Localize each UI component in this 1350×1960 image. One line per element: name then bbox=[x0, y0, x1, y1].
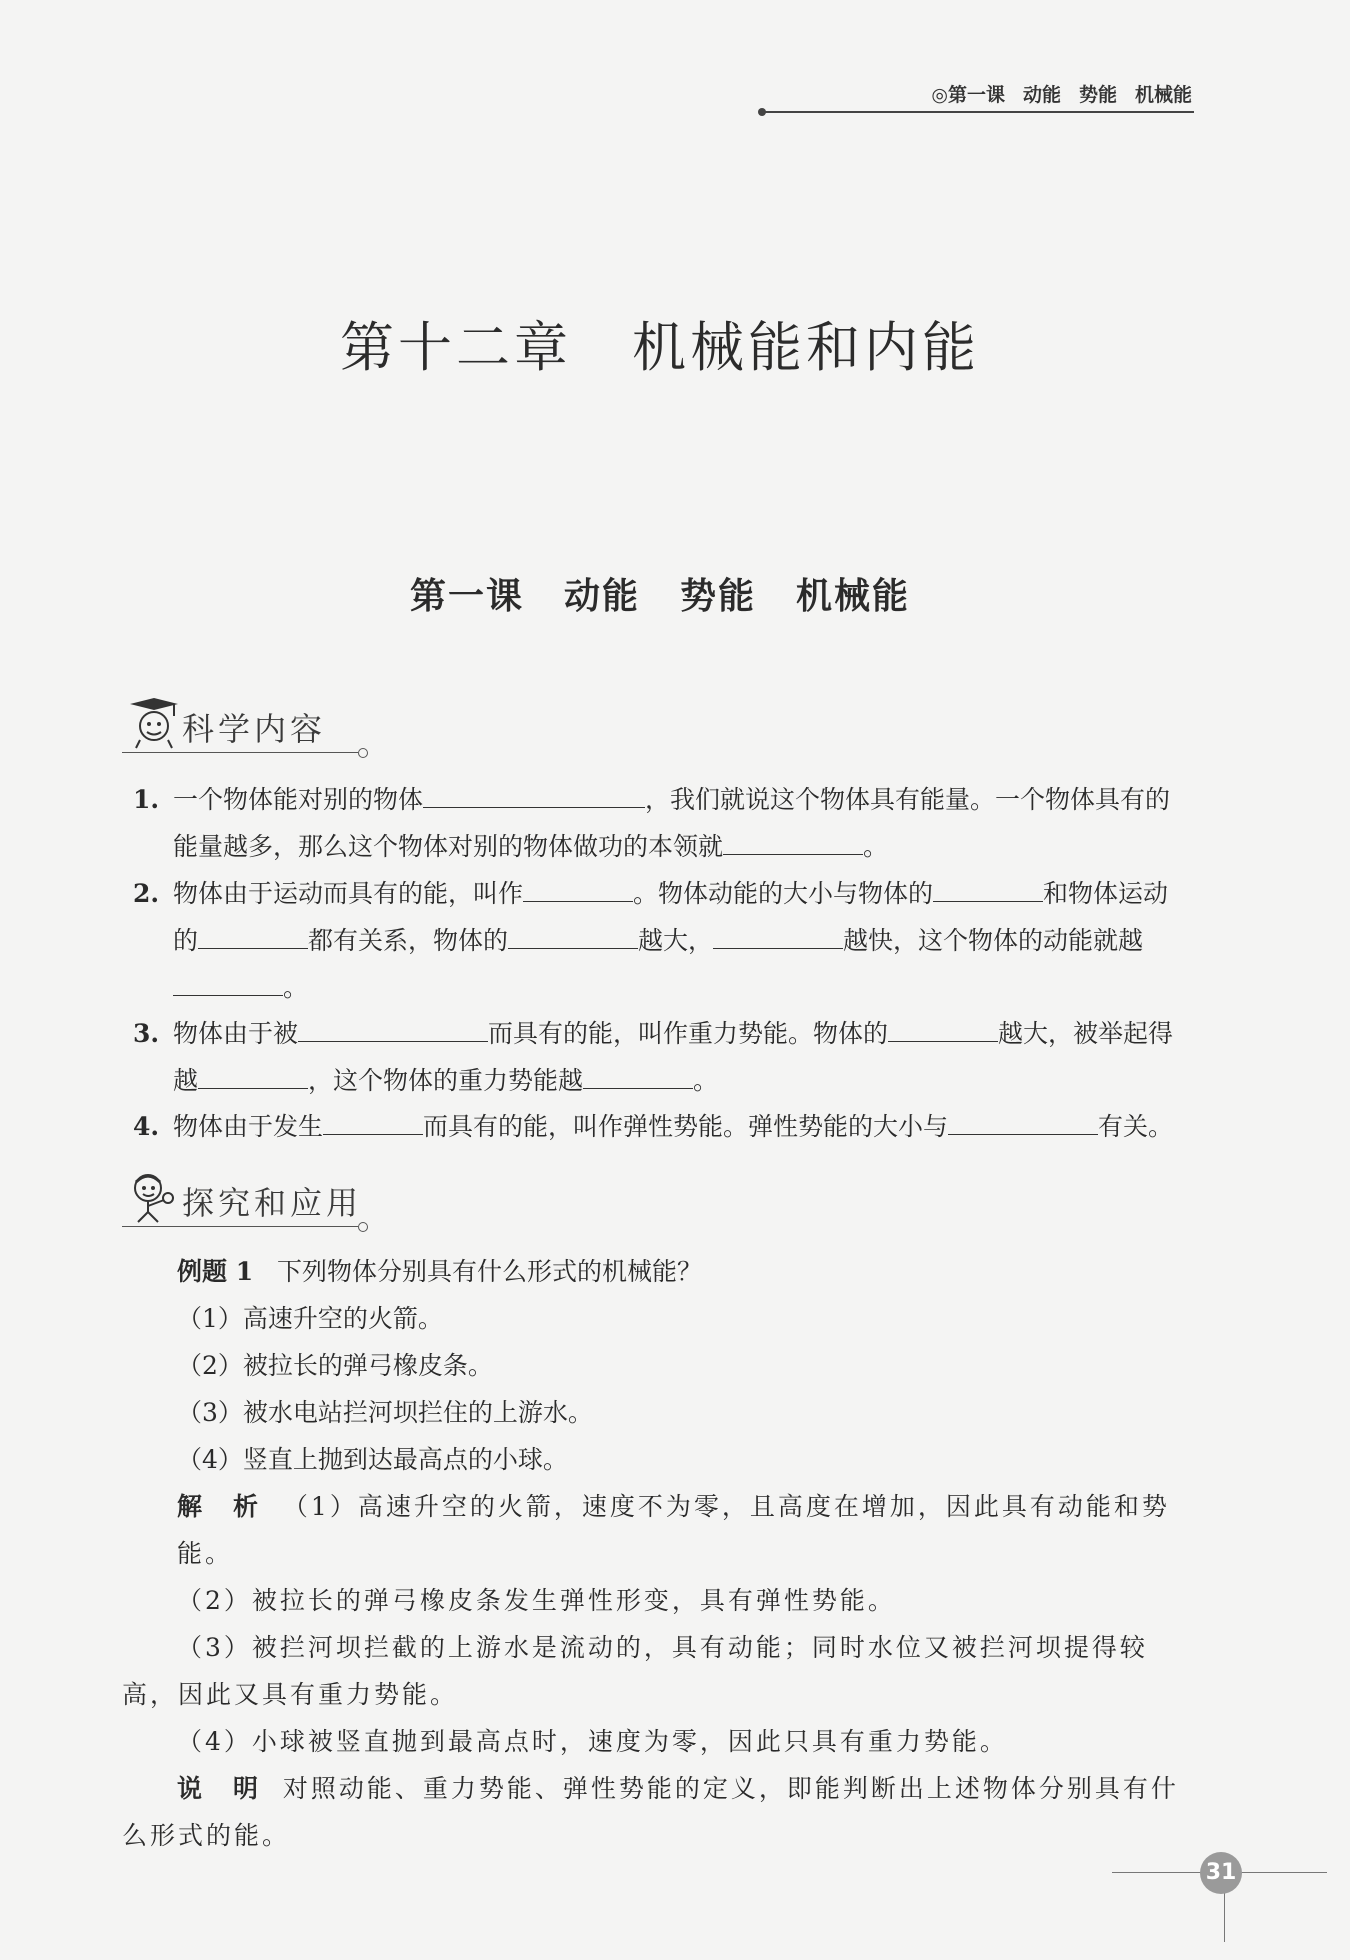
section-header-science bbox=[118, 696, 368, 756]
question-text: 越大， bbox=[638, 926, 714, 955]
answer-blank[interactable] bbox=[888, 1011, 998, 1042]
example-question: 下列物体分别具有什么形式的机械能？ bbox=[276, 1257, 702, 1286]
question-text: ，我们就说这个物体具有能量。一个物体具有的能量越多，那么这个物体对别的物体做功的本领就 bbox=[173, 785, 1171, 861]
lesson-topic-1: 动能 bbox=[563, 576, 640, 617]
question-1 bbox=[133, 776, 1193, 870]
lesson-topic-2: 势能 bbox=[680, 576, 757, 617]
note-paragraph bbox=[122, 1765, 1194, 1859]
answer-blank[interactable] bbox=[198, 918, 308, 949]
header-lesson: 第一课 bbox=[947, 84, 1005, 106]
example-item: （4）竖直上抛到达最高点的小球。 bbox=[177, 1445, 568, 1474]
example-item: （2）被拉长的弹弓橡皮条。 bbox=[177, 1351, 493, 1380]
answer-blank[interactable] bbox=[723, 824, 863, 855]
example-label: 例题 1 bbox=[177, 1257, 254, 1286]
question-text: ，这个物体的重力势能越 bbox=[308, 1066, 584, 1095]
answer-blank[interactable] bbox=[323, 1104, 423, 1135]
chapter-number: 第十二章 bbox=[340, 316, 572, 379]
answer-blank[interactable] bbox=[583, 1058, 693, 1089]
section-rule bbox=[122, 1226, 358, 1227]
section-rule-end bbox=[358, 1222, 368, 1232]
question-4 bbox=[133, 1103, 1193, 1150]
question-text: 物体由于被 bbox=[173, 1019, 299, 1048]
analysis-text: （3）被拦河坝拦截的上游水是流动的，具有动能；同时水位又被拦河坝提得较高，因此又具有重力势能。 bbox=[122, 1633, 1148, 1709]
question-2 bbox=[133, 870, 1193, 1011]
answer-blank[interactable] bbox=[173, 965, 283, 996]
question-text: 。 bbox=[693, 1066, 719, 1095]
section-rule bbox=[122, 752, 358, 753]
section-rule-end bbox=[358, 748, 368, 758]
example-question-line bbox=[122, 1248, 1194, 1295]
section-title-science: 科学内容 bbox=[182, 710, 327, 748]
page-number: 31 bbox=[1200, 1852, 1242, 1894]
running-header bbox=[931, 80, 1192, 107]
answer-blank[interactable] bbox=[713, 918, 843, 949]
header-topic-3: 机械能 bbox=[1134, 84, 1192, 106]
question-text: 而具有的能，叫作重力势能。物体的 bbox=[488, 1019, 889, 1048]
question-3 bbox=[133, 1010, 1193, 1104]
section-title-explore: 探究和应用 bbox=[182, 1184, 363, 1222]
header-topic-2: 势能 bbox=[1078, 84, 1117, 106]
lesson-title bbox=[0, 568, 1320, 619]
lesson-topic-3: 机械能 bbox=[796, 576, 911, 617]
analysis-label: 解 析 bbox=[177, 1492, 262, 1521]
question-text: 物体由于运动而具有的能，叫作 bbox=[173, 879, 524, 908]
question-text: 物体由于发生 bbox=[173, 1112, 324, 1141]
question-text: 越快，这个物体的动能就越 bbox=[843, 926, 1144, 955]
analysis-text: （1）高速升空的火箭，速度不为零，且高度在增加，因此具有动能和势能。 bbox=[177, 1492, 1170, 1568]
question-number: 3. bbox=[133, 1019, 160, 1048]
example-item: （1）高速升空的火箭。 bbox=[177, 1304, 443, 1333]
answer-blank[interactable] bbox=[933, 871, 1043, 902]
question-text: 有关。 bbox=[1098, 1112, 1174, 1141]
question-text: 和物体运动的 bbox=[173, 879, 1169, 955]
analysis-text: （4）小球被竖直抛到最高点时，速度为零，因此只具有重力势能。 bbox=[177, 1727, 1008, 1756]
lesson-number: 第一课 bbox=[409, 576, 524, 617]
note-label: 说 明 bbox=[177, 1774, 262, 1803]
chapter-name: 机械能和内能 bbox=[632, 316, 980, 379]
question-text: 。物体动能的大小与物体的 bbox=[633, 879, 934, 908]
example-item: （3）被水电站拦河坝拦住的上游水。 bbox=[177, 1398, 593, 1427]
question-text: 而具有的能，叫作弹性势能。弹性势能的大小与 bbox=[423, 1112, 949, 1141]
question-text: 一个物体能对别的物体 bbox=[173, 785, 424, 814]
header-rule bbox=[764, 111, 1194, 113]
section-header-explore bbox=[118, 1170, 368, 1230]
answer-blank[interactable] bbox=[298, 1011, 488, 1042]
example-block bbox=[122, 1248, 1194, 1859]
answer-blank[interactable] bbox=[948, 1104, 1098, 1135]
answer-blank[interactable] bbox=[523, 871, 633, 902]
question-text: 。 bbox=[283, 973, 309, 1002]
answer-blank[interactable] bbox=[423, 777, 645, 808]
question-number: 4. bbox=[133, 1112, 160, 1141]
header-topic-1: 动能 bbox=[1022, 84, 1061, 106]
explorer-mascot-icon bbox=[124, 1170, 180, 1224]
question-text: 都有关系，物体的 bbox=[308, 926, 509, 955]
analysis-text: （2）被拉长的弹弓橡皮条发生弹性形变，具有弹性势能。 bbox=[177, 1586, 896, 1615]
note-text: 对照动能、重力势能、弹性势能的定义，即能判断出上述物体分别具有什么形式的能。 bbox=[122, 1774, 1179, 1850]
question-number: 1. bbox=[133, 785, 160, 814]
graduate-mascot-icon bbox=[124, 696, 180, 750]
analysis-line bbox=[122, 1483, 1194, 1577]
chapter-title bbox=[0, 305, 1320, 382]
question-text: 。 bbox=[863, 832, 889, 861]
header-symbol: ◎ bbox=[931, 84, 948, 106]
answer-blank[interactable] bbox=[508, 918, 638, 949]
question-number: 2. bbox=[133, 879, 160, 908]
answer-blank[interactable] bbox=[198, 1058, 308, 1089]
question-text: 越大，被举起得越 bbox=[173, 1019, 1174, 1095]
